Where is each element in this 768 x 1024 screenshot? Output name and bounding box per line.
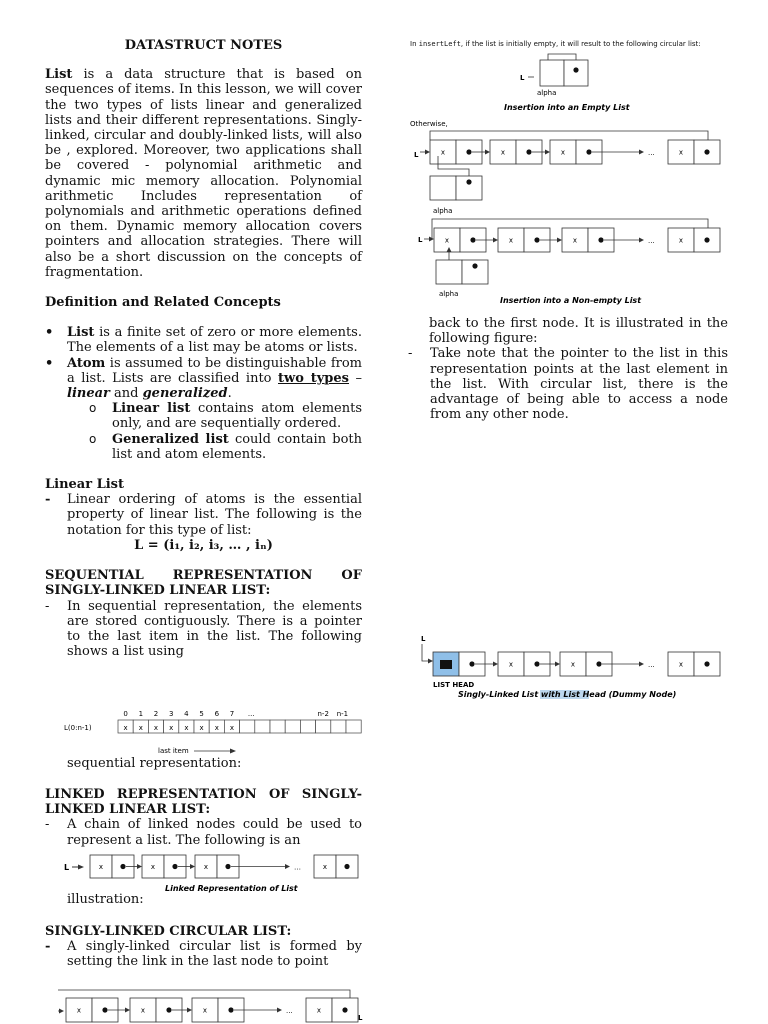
array-cell-value: x (214, 724, 219, 732)
linear-list-heading: Linear List (45, 477, 125, 493)
linked-heading: LINKED REPRESENTATION OF SINGLY-LINKED LINEAR LIST: (45, 787, 362, 818)
linear-list-paragraph (45, 492, 362, 538)
list-definition (45, 325, 362, 355)
array-index: 5 (199, 710, 204, 718)
node-value: x (560, 148, 566, 157)
linked-section (45, 787, 362, 848)
ellipsis: ... (648, 149, 655, 157)
caption-empty: Insertion into an Empty List (504, 103, 630, 112)
generalized-list-definition (45, 432, 362, 462)
insertion-row-before (420, 140, 720, 164)
circular-note-paragraph (408, 346, 728, 422)
array-index: 7 (229, 710, 235, 718)
circular-continued-section (408, 316, 728, 422)
arrowhead (485, 150, 490, 155)
node-value: x (508, 236, 514, 245)
node-value: x (203, 863, 209, 871)
array-cell-value: x (199, 724, 204, 732)
array-cell-value: x (153, 724, 159, 732)
pointer-dot (526, 149, 531, 154)
atom-term: Atom (67, 355, 106, 371)
sequential-text: In sequential representation, the elements are stored contiguously. There is a pointer to the last item in the list. The following shows a list using (67, 598, 362, 660)
circular-continued-text: back to the first node. It is illustrated in the following figure: (429, 316, 728, 347)
array-cell (331, 720, 346, 733)
circular-head-label: L (358, 1014, 363, 1022)
linear-list-description: Linear ordering of atoms is the essential property of linear list. The following is the notation for this type of list: (67, 492, 362, 538)
intro-text: is a data structure that is based on sequences of items. In this lesson, we will cover the two types of lists linear and generalized lists and their different representations. Singly-linked, circular and doubly-linked lists, will also be , explored. Moreover, two applications shall be covered - polynomial arithmetic and dynamic mic memory allocation. Polynomial arithmetic Includes representation of polynomials and arithmetic operations defined on them. Dynamic memory allocation covers pointers and allocation strategies. There will also be a short discussion on the concepts of fragmentation. (45, 67, 362, 280)
arrowhead (639, 662, 644, 667)
circular-nodes (58, 998, 358, 1022)
definitions-heading: Definition and Related Concepts (45, 295, 281, 311)
generalized-list-term: Generalized list (112, 431, 229, 447)
circular-heading: SINGLY-LINKED CIRCULAR LIST: (45, 924, 292, 939)
array-indices (123, 710, 348, 718)
row2-head-label: L (418, 236, 423, 244)
arrowhead (429, 237, 434, 242)
sub-bullet-marker: o (89, 401, 97, 416)
row1-head-label: L (414, 151, 419, 159)
arrowhead (425, 150, 430, 155)
caption-prefix: Singly- (458, 690, 490, 699)
ellipsis: ... (648, 237, 655, 245)
circular-section (45, 924, 362, 970)
arrowhead (285, 864, 290, 869)
ellipsis: ... (648, 661, 655, 669)
caption-suffix: with List Head (Dummy Node) (538, 690, 677, 699)
linear-list-term: Linear list (112, 401, 191, 417)
node-value: x (440, 148, 446, 157)
arrowhead (639, 150, 644, 155)
pointer-dot (225, 864, 230, 869)
pointer-dot (704, 661, 709, 666)
linked-text: A chain of linked nodes could be used to represent a list. The following is an (67, 817, 362, 848)
insert-left-code: insertLeft (418, 40, 461, 48)
arrowhead (493, 238, 498, 243)
pointer-dot (228, 1007, 233, 1012)
list-head-figure (418, 632, 730, 702)
pointer-dot (466, 149, 471, 154)
arrowhead (639, 238, 644, 243)
generalized-list-text: could contain both list and atom elements. (112, 431, 362, 462)
circular-back-link (58, 990, 350, 998)
insert-intro-suffix: , if the list is initially empty, it will result to the following circular list: (460, 40, 701, 48)
linked-representation-figure (60, 852, 365, 896)
dash-marker: - (45, 939, 51, 955)
node-value: x (202, 1006, 208, 1015)
arrowhead (187, 1008, 192, 1013)
dash-marker: - (45, 817, 50, 833)
intro-term: List (45, 67, 73, 83)
array-cell (300, 720, 315, 733)
linked-after-text: illustration: (67, 892, 144, 907)
intro-paragraph (45, 67, 362, 280)
node-value: x (570, 660, 576, 669)
array-cell (285, 720, 300, 733)
node-value: x (572, 236, 578, 245)
array-index: n-1 (336, 710, 349, 718)
pointer-dot (596, 661, 601, 666)
pointer-dot (704, 149, 709, 154)
alpha-label-row1: alpha (433, 207, 453, 215)
array-cell-value: x (123, 724, 128, 732)
empty-head-label: L (520, 74, 525, 82)
bullet-marker: • (45, 325, 54, 341)
pointer-dot (166, 1007, 171, 1012)
and-word: and (109, 386, 143, 402)
node-value: x (678, 236, 684, 245)
list-head-label: LIST HEAD (433, 681, 475, 689)
circular-paragraph (45, 939, 362, 969)
array-label: L(0:n-1) (64, 724, 92, 732)
node-value: x (322, 863, 328, 871)
node-value: x (678, 148, 684, 157)
array-cells (118, 720, 361, 733)
circular-note-text: Take note that the pointer to the list in this representation points at the last element in the list. With circular list, there is the advantage of being able to access a node from any other node. (430, 346, 728, 423)
pointer-dot (344, 864, 349, 869)
array-index: n-2 (317, 710, 329, 718)
list-head-caption (458, 690, 676, 699)
period: . (227, 386, 232, 402)
last-item-label: last item (158, 747, 189, 755)
arrowhead (277, 1008, 282, 1013)
arrowhead (190, 864, 195, 869)
caption-nonempty: Insertion into a Non-empty List (500, 296, 642, 305)
array-cell (270, 720, 285, 733)
node-value: x (98, 863, 104, 871)
bullet-marker: • (45, 355, 54, 371)
linked-paragraph (45, 817, 362, 847)
dash-text: – (349, 370, 362, 386)
pointer-dot (342, 1007, 347, 1012)
array-cell-value: x (229, 724, 235, 732)
node-value: x (444, 236, 450, 245)
list-definition-text: is a finite set of zero or more elements. The elements of a list may be atoms or lists. (67, 325, 362, 356)
insertion-figure (408, 52, 738, 310)
node-value: x (500, 148, 506, 157)
node-value: x (150, 863, 156, 871)
linked-caption: Linked Representation of List (165, 884, 298, 893)
array-index: 1 (138, 710, 144, 718)
pointer-dot (534, 661, 539, 666)
head-label: L (64, 863, 70, 872)
pointer-dot (586, 149, 591, 154)
linear-list-text: contains atom elements only, and are sequentially ordered. (112, 401, 362, 432)
list-term: List (67, 325, 95, 341)
node-value: x (76, 1006, 82, 1015)
node-value: x (140, 1006, 146, 1015)
arrowhead (137, 864, 142, 869)
node-value: x (508, 660, 514, 669)
atom-definition (45, 356, 362, 402)
list-notation-formula: L = (i₁, i₂, i₃, … , iₙ) (134, 537, 273, 553)
arrowhead (555, 662, 560, 667)
pointer-dot (704, 237, 709, 242)
alpha-node-data (436, 260, 462, 284)
alpha-node-link (564, 60, 588, 86)
node-value: x (316, 1006, 322, 1015)
arrowhead (557, 238, 562, 243)
sequential-paragraph (45, 599, 362, 660)
sequential-heading: SEQUENTIAL REPRESENTATION OF SINGLY-LINKED LINEAR LIST: (45, 568, 362, 599)
circular-text: A singly-linked circular list is formed by setting the link in the last node to point (67, 939, 362, 970)
pointer-dot (534, 237, 539, 242)
atom-definition-text: is assumed to be distinguishable from a list. Lists are classified into (67, 355, 362, 386)
list-head-nodes (433, 652, 720, 676)
array-cell-value: x (184, 724, 189, 732)
sequential-after-text: sequential representation: (67, 756, 242, 771)
otherwise-label: Otherwise, (410, 120, 448, 128)
arrowhead (545, 150, 550, 155)
node-value: x (678, 660, 684, 669)
insert-intro (410, 40, 740, 49)
pointer-dot (598, 237, 603, 242)
linear-list-definition (45, 401, 362, 431)
array-index: 0 (123, 710, 128, 718)
arrowhead (59, 1009, 64, 1014)
sequential-array-figure (60, 706, 365, 758)
array-cell (346, 720, 361, 733)
pointer-dot (120, 864, 125, 869)
page-title: DATASTRUCT NOTES (124, 38, 283, 53)
left-column (45, 38, 362, 659)
pointer-dot (102, 1007, 107, 1012)
dash-marker: - (408, 346, 413, 362)
dash-marker: - (45, 598, 50, 614)
array-index: 2 (153, 710, 159, 718)
array-cell (316, 720, 331, 733)
generalized-word: generalized (142, 386, 228, 402)
array-index: ... (247, 710, 255, 718)
insert-intro-prefix: In (410, 40, 419, 48)
array-index: 6 (214, 710, 220, 718)
alpha-label-row2: alpha (439, 290, 459, 298)
array-index: 3 (168, 710, 174, 718)
array-cell-value: x (138, 724, 143, 732)
linked-nodes (90, 855, 358, 878)
list-head-l-label: L (421, 635, 426, 643)
pointer-dot (470, 237, 475, 242)
sub-bullet-marker: o (89, 431, 97, 446)
linear-word: linear (67, 386, 110, 402)
alpha-node-data (540, 60, 564, 86)
array-cell (240, 720, 255, 733)
ellipsis: ... (286, 1007, 293, 1015)
two-types-text: two types (278, 370, 349, 386)
array-index: 4 (184, 710, 189, 718)
last-item-arrowhead (230, 749, 236, 754)
arrowhead (125, 1008, 130, 1013)
arrowhead (493, 662, 498, 667)
pointer-dot (469, 661, 474, 666)
array-cell (255, 720, 270, 733)
alpha-node-data (430, 176, 456, 200)
pointer-dot (172, 864, 177, 869)
array-cell-value: x (169, 724, 174, 732)
dash-marker: - (45, 492, 51, 508)
insertion-row-after (424, 228, 720, 252)
caption-highlight: Linked List (489, 690, 539, 699)
dummy-node-block (440, 660, 452, 669)
alpha-label-empty: alpha (537, 89, 557, 97)
circular-list-figure (50, 984, 370, 1024)
ellipsis: … (294, 863, 301, 872)
